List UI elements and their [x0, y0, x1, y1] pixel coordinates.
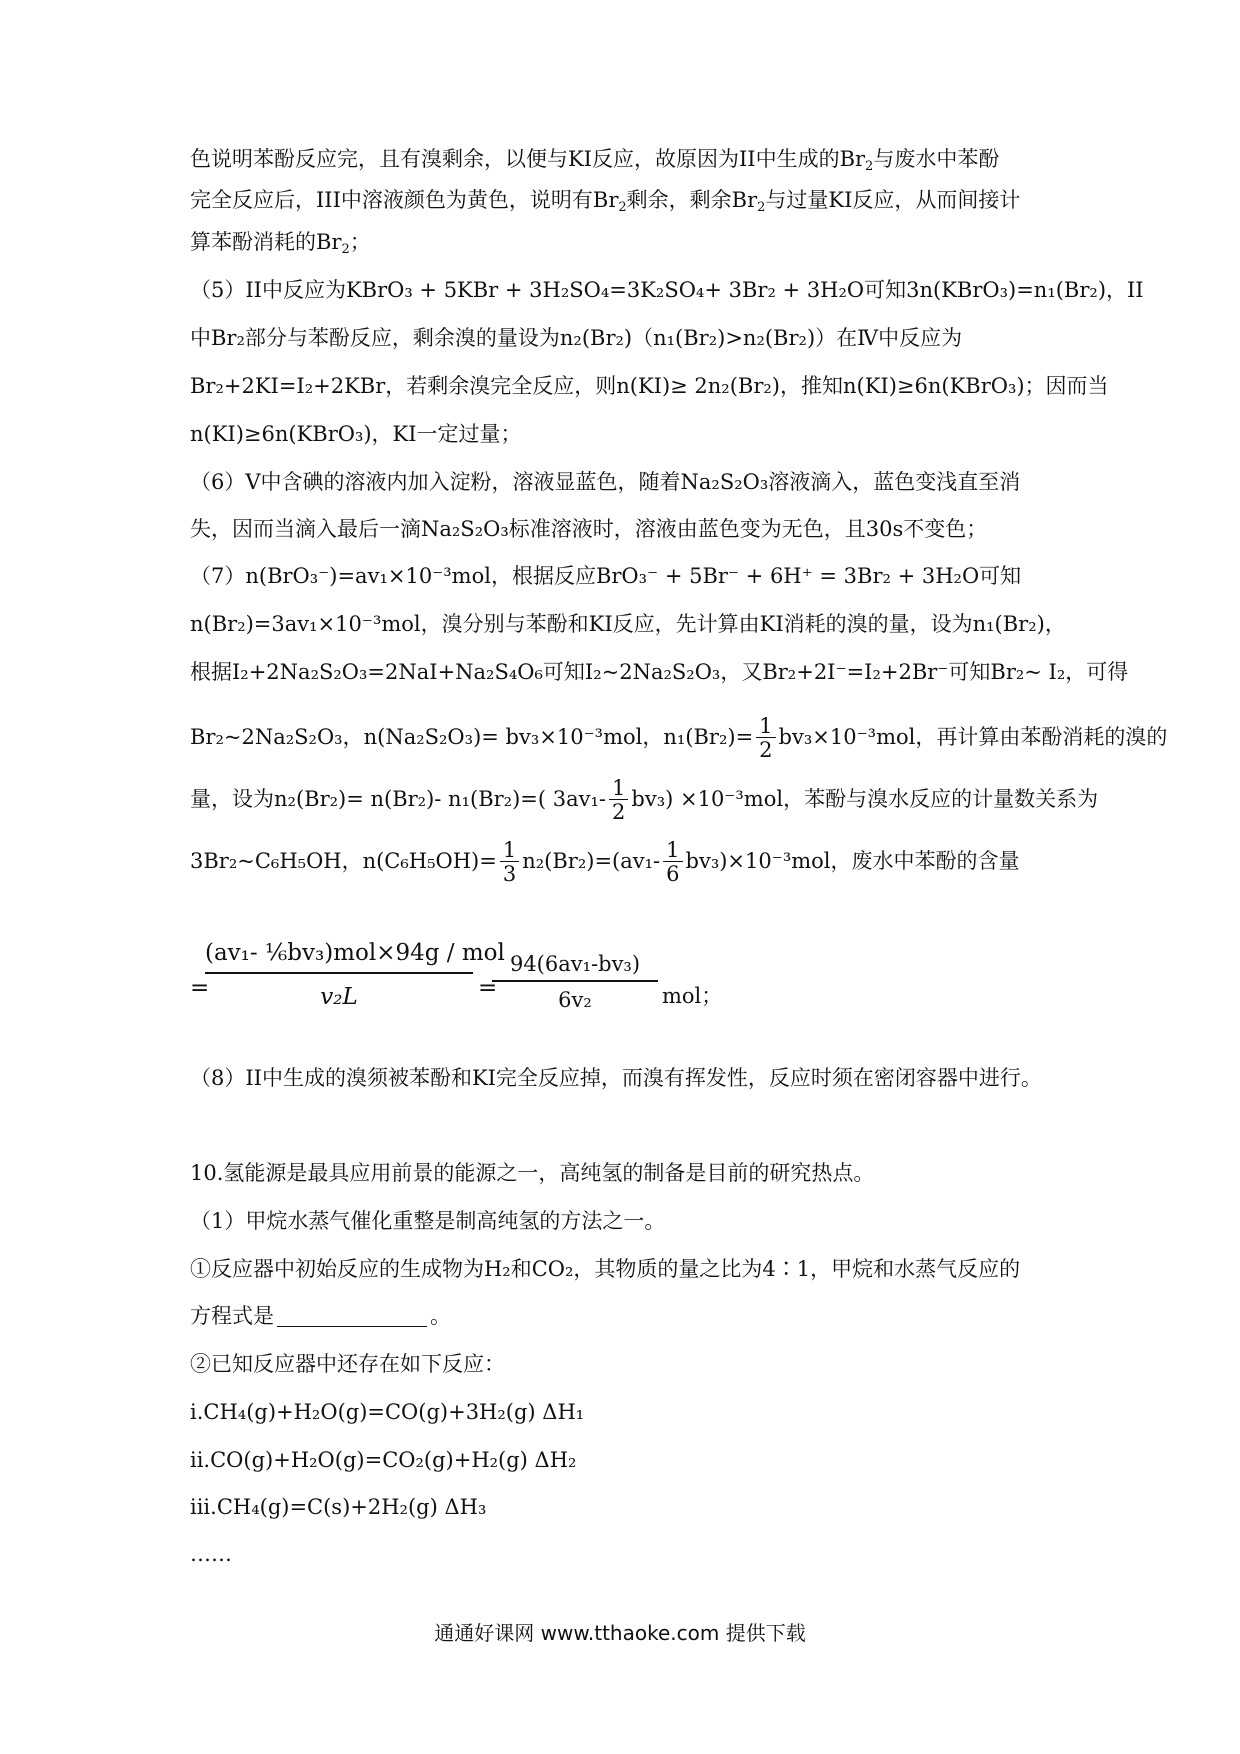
- fraction-one-third: [500, 840, 519, 885]
- text-line: 中Br₂部分与苯酚反应，剩余溴的量设为n₂(Br₂)（n₁(Br₂)>n₂(Br₂)）在Ⅳ中反应为: [190, 326, 963, 350]
- text-span: 完全反应后，III中溶液颜色为黄色，说明有Br: [190, 188, 619, 212]
- equation-numerator: (av₁- ⅙bv₃)mol×94g / mol: [205, 940, 473, 974]
- text-line: ②已知反应器中还存在如下反应：: [190, 1352, 505, 1376]
- text-line: （6）V中含碘的溶液内加入淀粉，溶液显蓝色，随着Na₂S₂O₃溶液滴入，蓝色变浅直至消: [190, 470, 1021, 494]
- text-span: 3Br₂~C₆H₅OH，n(C₆H₅OH)=: [190, 849, 497, 873]
- text-span: 剩余，剩余Br: [626, 188, 758, 212]
- text-span: 方程式是: [190, 1304, 274, 1328]
- question-title: 10.氢能源是最具应用前景的能源之一，高纯氢的制备是目前的研究热点。: [190, 1161, 875, 1185]
- fraction-one-half: [609, 778, 628, 823]
- equation-equals: =: [478, 975, 498, 1001]
- text-line: Br₂+2KI=I₂+2KBr，若剩余溴完全反应，则n(KI)≥ 2n₂(Br₂)，推知n(KI)≥6n(KBrO₃)；因而当: [190, 374, 1109, 398]
- fraction-denominator: 2: [612, 800, 626, 824]
- fraction-one-half: [756, 716, 775, 761]
- text-line: [190, 144, 1070, 174]
- text-line: 失，因而当滴入最后一滴Na₂S₂O₃标准溶液时，溶液由蓝色变为无色，且30s不变色；: [190, 517, 988, 541]
- fraction-denominator: 6: [666, 862, 680, 886]
- page-footer: 通通好课网 www.tthaoke.com 提供下载: [434, 1621, 806, 1645]
- equation-fraction-left: [205, 940, 505, 1010]
- reaction-ii: ii.CO(g)+H₂O(g)=CO₂(g)+H₂(g) ΔH₂: [190, 1448, 577, 1472]
- text-span: bv₃)×10⁻³mol，废水中苯酚的含量: [685, 849, 1020, 873]
- text-line: （7）n(BrO₃⁻)=av₁×10⁻³mol，根据反应BrO₃⁻ + 5Br⁻ + 6H⁺ = 3Br₂ + 3H₂O可知: [190, 564, 1022, 588]
- equation-numerator: 94(6av₁-bv₃): [492, 952, 658, 982]
- text-span: bv₃) ×10⁻³mol，苯酚与溴水反应的计量数关系为: [631, 787, 1099, 811]
- text-line: （8）II中生成的溴须被苯酚和KI完全反应掉，而溴有挥发性，反应时须在密闭容器中进行。: [190, 1066, 1042, 1090]
- reaction-iii: iii.CH₄(g)=C(s)+2H₂(g) ΔH₃: [190, 1495, 487, 1519]
- ellipsis: ……: [190, 1542, 232, 1566]
- subscript: 2: [757, 200, 766, 215]
- fraction-denominator: 3: [502, 862, 517, 886]
- text-line: （5）II中反应为KBrO₃ + 5KBr + 3H₂SO₄=3K₂SO₄+ 3Br₂ + 3H₂O可知3n(KBrO₃)=n₁(Br₂)，II: [190, 278, 1144, 302]
- subscript: 2: [865, 159, 874, 174]
- fraction-numerator: 1: [500, 840, 519, 862]
- equation-fraction-right: [492, 952, 658, 1012]
- text-line: 根据I₂+2Na₂S₂O₃=2NaI+Na₂S₄O₆可知I₂~2Na₂S₂O₃，又Br₂+2I⁻=I₂+2Br⁻可知Br₂~ I₂，可得: [190, 660, 1129, 684]
- text-line: （1）甲烷水蒸气催化重整是制高纯氢的方法之一。: [190, 1209, 666, 1233]
- equation-equals: =: [190, 975, 210, 1001]
- text-line: [190, 1301, 1070, 1331]
- text-line: [190, 227, 1070, 257]
- text-span: 算苯酚消耗的Br: [190, 230, 342, 254]
- text-line: [190, 832, 1070, 890]
- subscript: 2: [618, 200, 627, 215]
- fraction-numerator: 1: [609, 778, 628, 800]
- text-span: ；: [349, 230, 371, 254]
- equation-denominator: 6v₂: [558, 988, 592, 1012]
- text-span: 与过量KI反应，从而间接计: [765, 188, 1021, 212]
- fraction-one-sixth: [663, 840, 682, 885]
- text-line: n(KI)≥6n(KBrO₃)，KI一定过量；: [190, 422, 522, 446]
- answer-blank[interactable]: [277, 1304, 427, 1327]
- fraction-numerator: 1: [663, 840, 682, 862]
- fraction-denominator: 2: [759, 738, 773, 762]
- text-span: 。: [430, 1304, 451, 1328]
- text-span: 与废水中苯酚: [873, 147, 1000, 171]
- text-line: n(Br₂)=3av₁×10⁻³mol，溴分别与苯酚和KI反应，先计算由KI消耗的溴的量，设为n₁(Br₂)，: [190, 612, 1066, 636]
- text-span: n₂(Br₂)=(av₁-: [522, 849, 661, 873]
- equation-unit: mol；: [662, 984, 723, 1008]
- text-span: 色说明苯酚反应完，且有溴剩余，以便与KI反应，故原因为II中生成的Br: [190, 147, 866, 171]
- text-line: [190, 708, 1168, 766]
- text-span: 量，设为n₂(Br₂)= n(Br₂)- n₁(Br₂)=( 3av₁-: [190, 787, 607, 811]
- text-line: [190, 185, 1070, 215]
- reaction-i: i.CH₄(g)+H₂O(g)=CO(g)+3H₂(g) ΔH₁: [190, 1400, 585, 1424]
- text-span: Br₂~2Na₂S₂O₃，n(Na₂S₂O₃)= bv₃×10⁻³mol，n₁(Br₂)=: [190, 725, 754, 749]
- equation-denominator: v₂L: [320, 984, 358, 1010]
- text-line: ①反应器中初始反应的生成物为H₂和CO₂，其物质的量之比为4∶1，甲烷和水蒸气反应的: [190, 1257, 1021, 1281]
- text-span: bv₃×10⁻³mol，再计算由苯酚消耗的溴的: [778, 725, 1168, 749]
- fraction-numerator: 1: [756, 716, 775, 738]
- subscript: 2: [341, 242, 350, 257]
- text-line: [190, 770, 1099, 828]
